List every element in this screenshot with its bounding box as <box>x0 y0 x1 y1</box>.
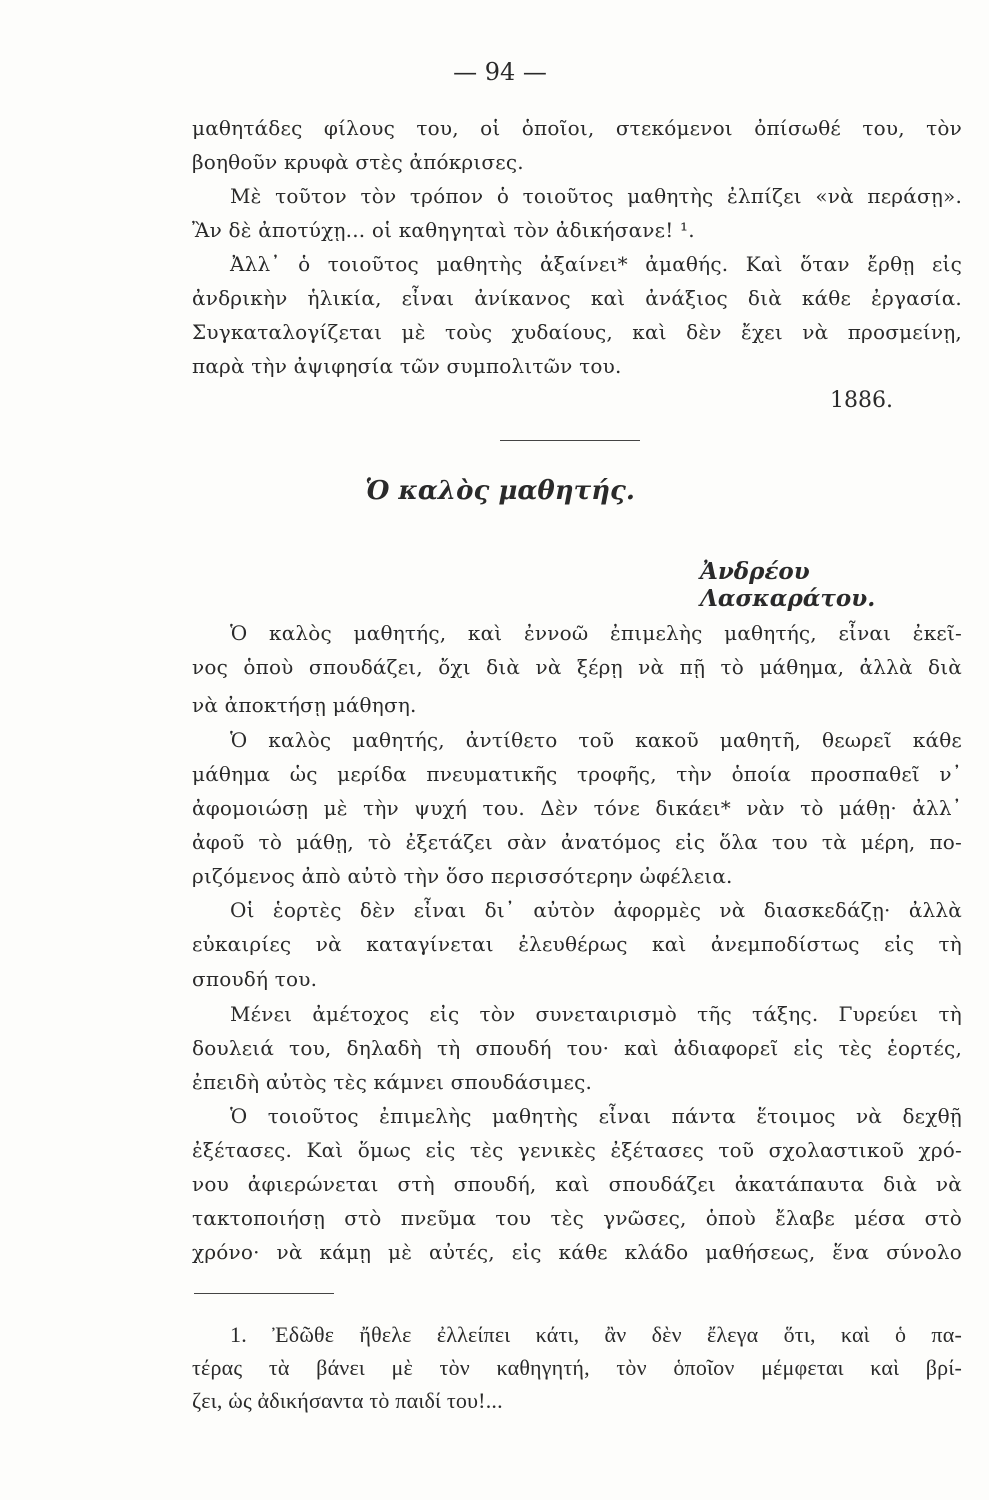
text-line: Οἱ ἑορτὲς δὲν εἶναι δι᾽ αὐτὸν ἀφορμὲς νὰ διασκεδάζῃ· ἀλλὰ <box>230 898 962 922</box>
date: 1886. <box>830 388 893 413</box>
author: Ἀνδρέου Λασκαράτου. <box>700 558 876 612</box>
footnote-line: 1. Ἐδῶθε ἤθελε ἐλλείπει κάτι, ἂν δὲν ἔλεγα ὅτι, καὶ ὁ πα- <box>230 1322 962 1347</box>
text-line: σπουδή του. <box>192 967 318 991</box>
text-line: νου ἀφιερώνεται στὴ σπουδή, καὶ σπουδάζει ἀκατάπαυτα διὰ νὰ <box>192 1172 962 1196</box>
text-line: ριζόμενος ἀπὸ αὐτὸ τὴν ὅσο περισσότερην ὠφέλεια. <box>192 864 733 888</box>
footnote-line: ζει, ὡς ἀδικήσαντα τὸ παιδί του!... <box>192 1388 503 1413</box>
text-line: δουλειά του, δηλαδὴ τὴ σπουδή του· καὶ ἀδιαφορεῖ εἰς τὲς ἑορτές, <box>192 1036 962 1060</box>
text-line: Ὁ καλὸς μαθητής, ἀντίθετο τοῦ κακοῦ μαθητῆ, θεωρεῖ κάθε <box>230 728 962 752</box>
text-line: ἐπειδὴ αὐτὸς τὲς κάμνει σπουδάσιμες. <box>192 1070 593 1094</box>
text-line: τακτοποιήσῃ στὸ πνεῦμα του τὲς γνῶσες, ὁποὺ ἔλαβε μέσα στὸ <box>192 1206 962 1230</box>
section-title: Ὁ καλὸς μαθητής. <box>365 476 635 506</box>
text-line: Ἂν δὲ ἀποτύχῃ... οἱ καθηγηταὶ τὸν ἀδικήσανε! ¹. <box>192 218 695 242</box>
footnote-divider <box>194 1293 334 1294</box>
text-line: ἐξέτασες. Καὶ ὅμως εἰς τὲς γενικὲς ἐξέτασες τοῦ σχολαστικοῦ χρό- <box>192 1138 962 1162</box>
text-line: μαθητάδες φίλους του, οἱ ὁποῖοι, στεκόμενοι ὀπίσωθέ του, τὸν <box>192 116 962 140</box>
text-line: Μένει ἀμέτοχος εἰς τὸν συνεταιρισμὸ τῆς τάξης. Γυρεύει τὴ <box>230 1002 962 1026</box>
text-line: παρὰ τὴν ἀψιφησία τῶν συμπολιτῶν του. <box>192 354 622 378</box>
text-line: ἀφομοιώσῃ μὲ τὴν ψυχή του. Δὲν τόνε δικάει* νὰν τὸ μάθῃ· ἀλλ᾽ <box>192 796 962 820</box>
footnote-line: τέρας τὰ βάνει μὲ τὸν καθηγητή, τὸν ὁποῖον μέμφεται καὶ βρί- <box>192 1355 962 1380</box>
text-line: εὐκαιρίες νὰ καταγίνεται ἐλευθέρως καὶ ἀνεμποδίστως εἰς τὴ <box>192 932 962 956</box>
text-line: βοηθοῦν κρυφὰ στὲς ἀπόκρισες. <box>192 150 524 174</box>
text-line: νὰ ἀποκτήσῃ μάθηση. <box>192 693 417 717</box>
text-line: ἀφοῦ τὸ μάθῃ, τὸ ἐξετάζει σὰν ἀνατόμος εἰς ὅλα του τὰ μέρη, πο- <box>192 830 962 854</box>
text-line: Μὲ τοῦτον τὸν τρόπον ὁ τοιοῦτος μαθητὴς ἐλπίζει «νὰ περάσῃ». <box>230 184 962 208</box>
text-line: νος ὁποὺ σπουδάζει, ὄχι διὰ νὰ ξέρῃ νὰ πῇ τὸ μάθημα, ἀλλὰ διὰ <box>192 655 962 679</box>
section-divider <box>500 440 640 441</box>
text-line: Ὁ τοιοῦτος ἐπιμελὴς μαθητὴς εἶναι πάντα ἕτοιμος νὰ δεχθῇ <box>230 1104 962 1128</box>
text-line: μάθημα ὡς μερίδα πνευματικῆς τροφῆς, τὴν ὁποία προσπαθεῖ ν᾽ <box>192 762 962 786</box>
text-line: Ὁ καλὸς μαθητής, καὶ ἐννοῶ ἐπιμελὴς μαθητής, εἶναι ἐκεῖ- <box>230 621 962 645</box>
page-number: — 94 — <box>453 58 547 86</box>
text-line: Συγκαταλογίζεται μὲ τοὺς χυδαίους, καὶ δὲν ἔχει νὰ προσμείνῃ, <box>192 320 962 344</box>
text-line: ἀνδρικὴν ἡλικία, εἶναι ἀνίκανος καὶ ἀνάξιος διὰ κάθε ἐργασία. <box>192 286 962 310</box>
text-line: Ἀλλ᾽ ὁ τοιοῦτος μαθητὴς ἀξαίνει* ἀμαθής. Καὶ ὅταν ἔρθῃ εἰς <box>230 252 962 276</box>
text-line: χρόνο· νὰ κάμῃ μὲ αὐτές, εἰς κάθε κλάδο μαθήσεως, ἕνα σύνολο <box>192 1240 962 1264</box>
